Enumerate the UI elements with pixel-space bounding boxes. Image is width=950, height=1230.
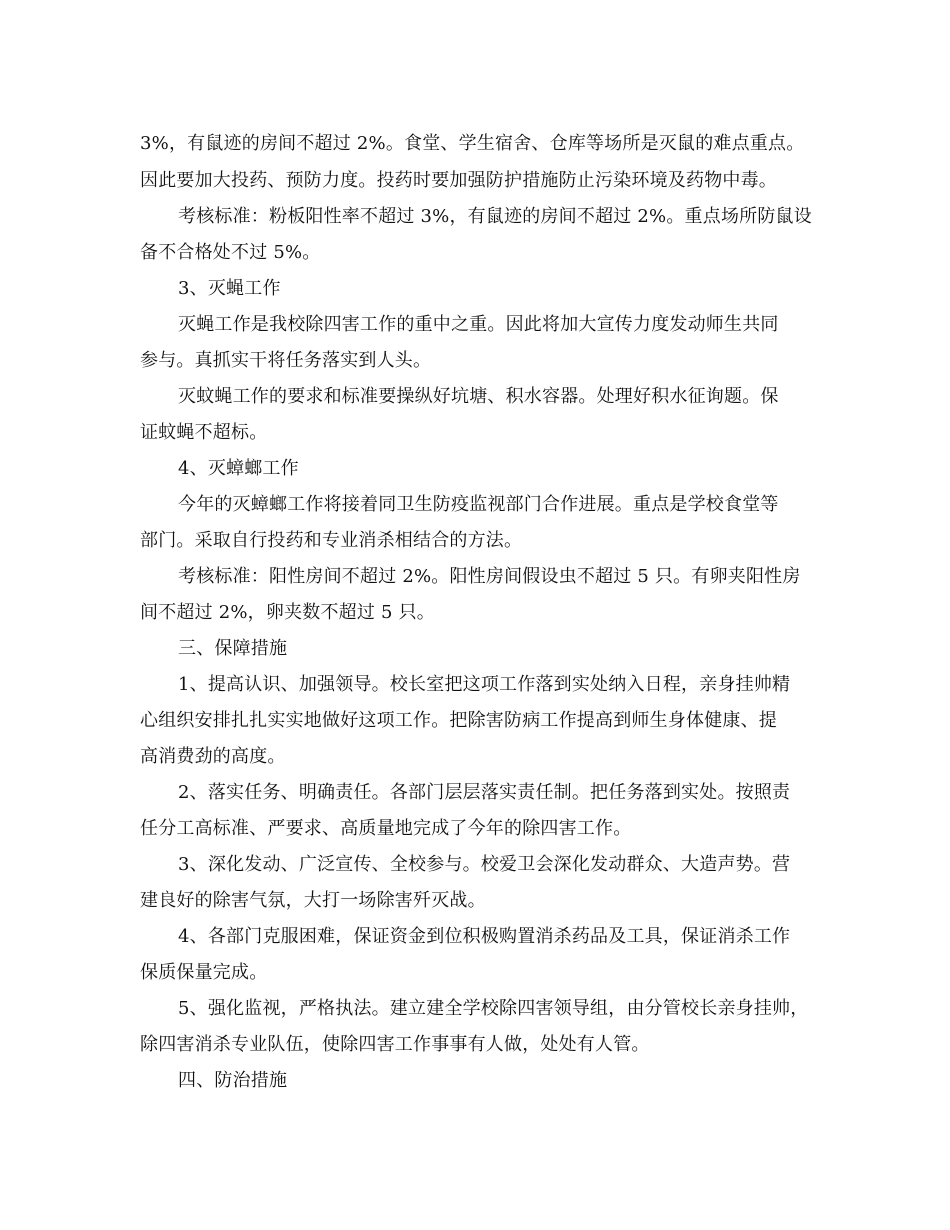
section-heading: 3、灭蝇工作 [178,278,281,299]
paragraph-line: 间不超过 2%，卵夹数不超过 5 只。 [140,602,435,623]
paragraph-line: 证蚊蝇不超标。 [140,422,268,443]
section-heading: 四、防治措施 [178,1070,288,1091]
paragraph-line: 3%，有鼠迹的房间不超过 2%。食堂、学生宿舍、仓库等场所是灭鼠的难点重点。 [140,133,805,154]
paragraph-line: 高消费劲的高度。 [140,746,286,767]
paragraph-line: 参与。真抓实干将任务落实到人头。 [140,350,432,371]
section-heading: 三、保障措施 [178,638,288,659]
paragraph-line: 建良好的除害气氛，大打一场除害歼灭战。 [140,890,486,911]
paragraph-line: 心组织安排扎扎实实地做好这项工作。把除害防病工作提高到师生身体健康、提 [140,710,777,731]
paragraph-line: 2、落实任务、明确责任。各部门层层落实责任制。把任务落到实处。按照责 [178,782,791,803]
paragraph-line: 1、提高认识、加强领导。校长室把这项工作落到实处纳入日程，亲身挂帅精 [178,674,791,695]
paragraph-line: 灭蚊蝇工作的要求和标准要操纵好坑塘、积水容器。处理好积水征询题。保 [178,386,779,407]
paragraph-line: 保质保量完成。 [140,962,268,983]
paragraph-line: 5、强化监视，严格执法。建立建全学校除四害领导组，由分管校长亲身挂帅， [178,998,809,1019]
paragraph-line: 任分工高标准、严要求、高质量地完成了今年的除四害工作。 [140,818,632,839]
paragraph-line: 今年的灭蟑螂工作将接着同卫生防疫监视部门合作进展。重点是学校食堂等 [178,494,779,515]
section-heading: 4、灭蟑螂工作 [178,458,299,479]
paragraph-line: 3、深化发动、广泛宣传、全校参与。校爱卫会深化发动群众、大造声势。营 [178,854,791,875]
paragraph-line: 4、各部门克服困难，保证资金到位积极购置消杀药品及工具，保证消杀工作 [178,926,791,947]
paragraph-line: 因此要加大投药、预防力度。投药时要加强防护措施防止污染环境及药物中毒。 [140,170,777,191]
paragraph-line: 考核标准：粉板阳性率不超过 3%，有鼠迹的房间不超过 2%。重点场所防鼠设 [178,206,812,227]
paragraph-line: 部门。采取自行投药和专业消杀相结合的方法。 [140,530,523,551]
paragraph-line: 灭蝇工作是我校除四害工作的重中之重。因此将加大宣传力度发动师生共同 [178,314,779,335]
paragraph-line: 除四害消杀专业队伍，使除四害工作事事有人做，处处有人管。 [140,1034,650,1055]
paragraph-line: 备不合格处不过 5%。 [140,242,321,263]
paragraph-line: 考核标准：阳性房间不超过 2%。阳性房间假设虫不超过 5 只。有卵夹阳性房 [178,566,801,587]
